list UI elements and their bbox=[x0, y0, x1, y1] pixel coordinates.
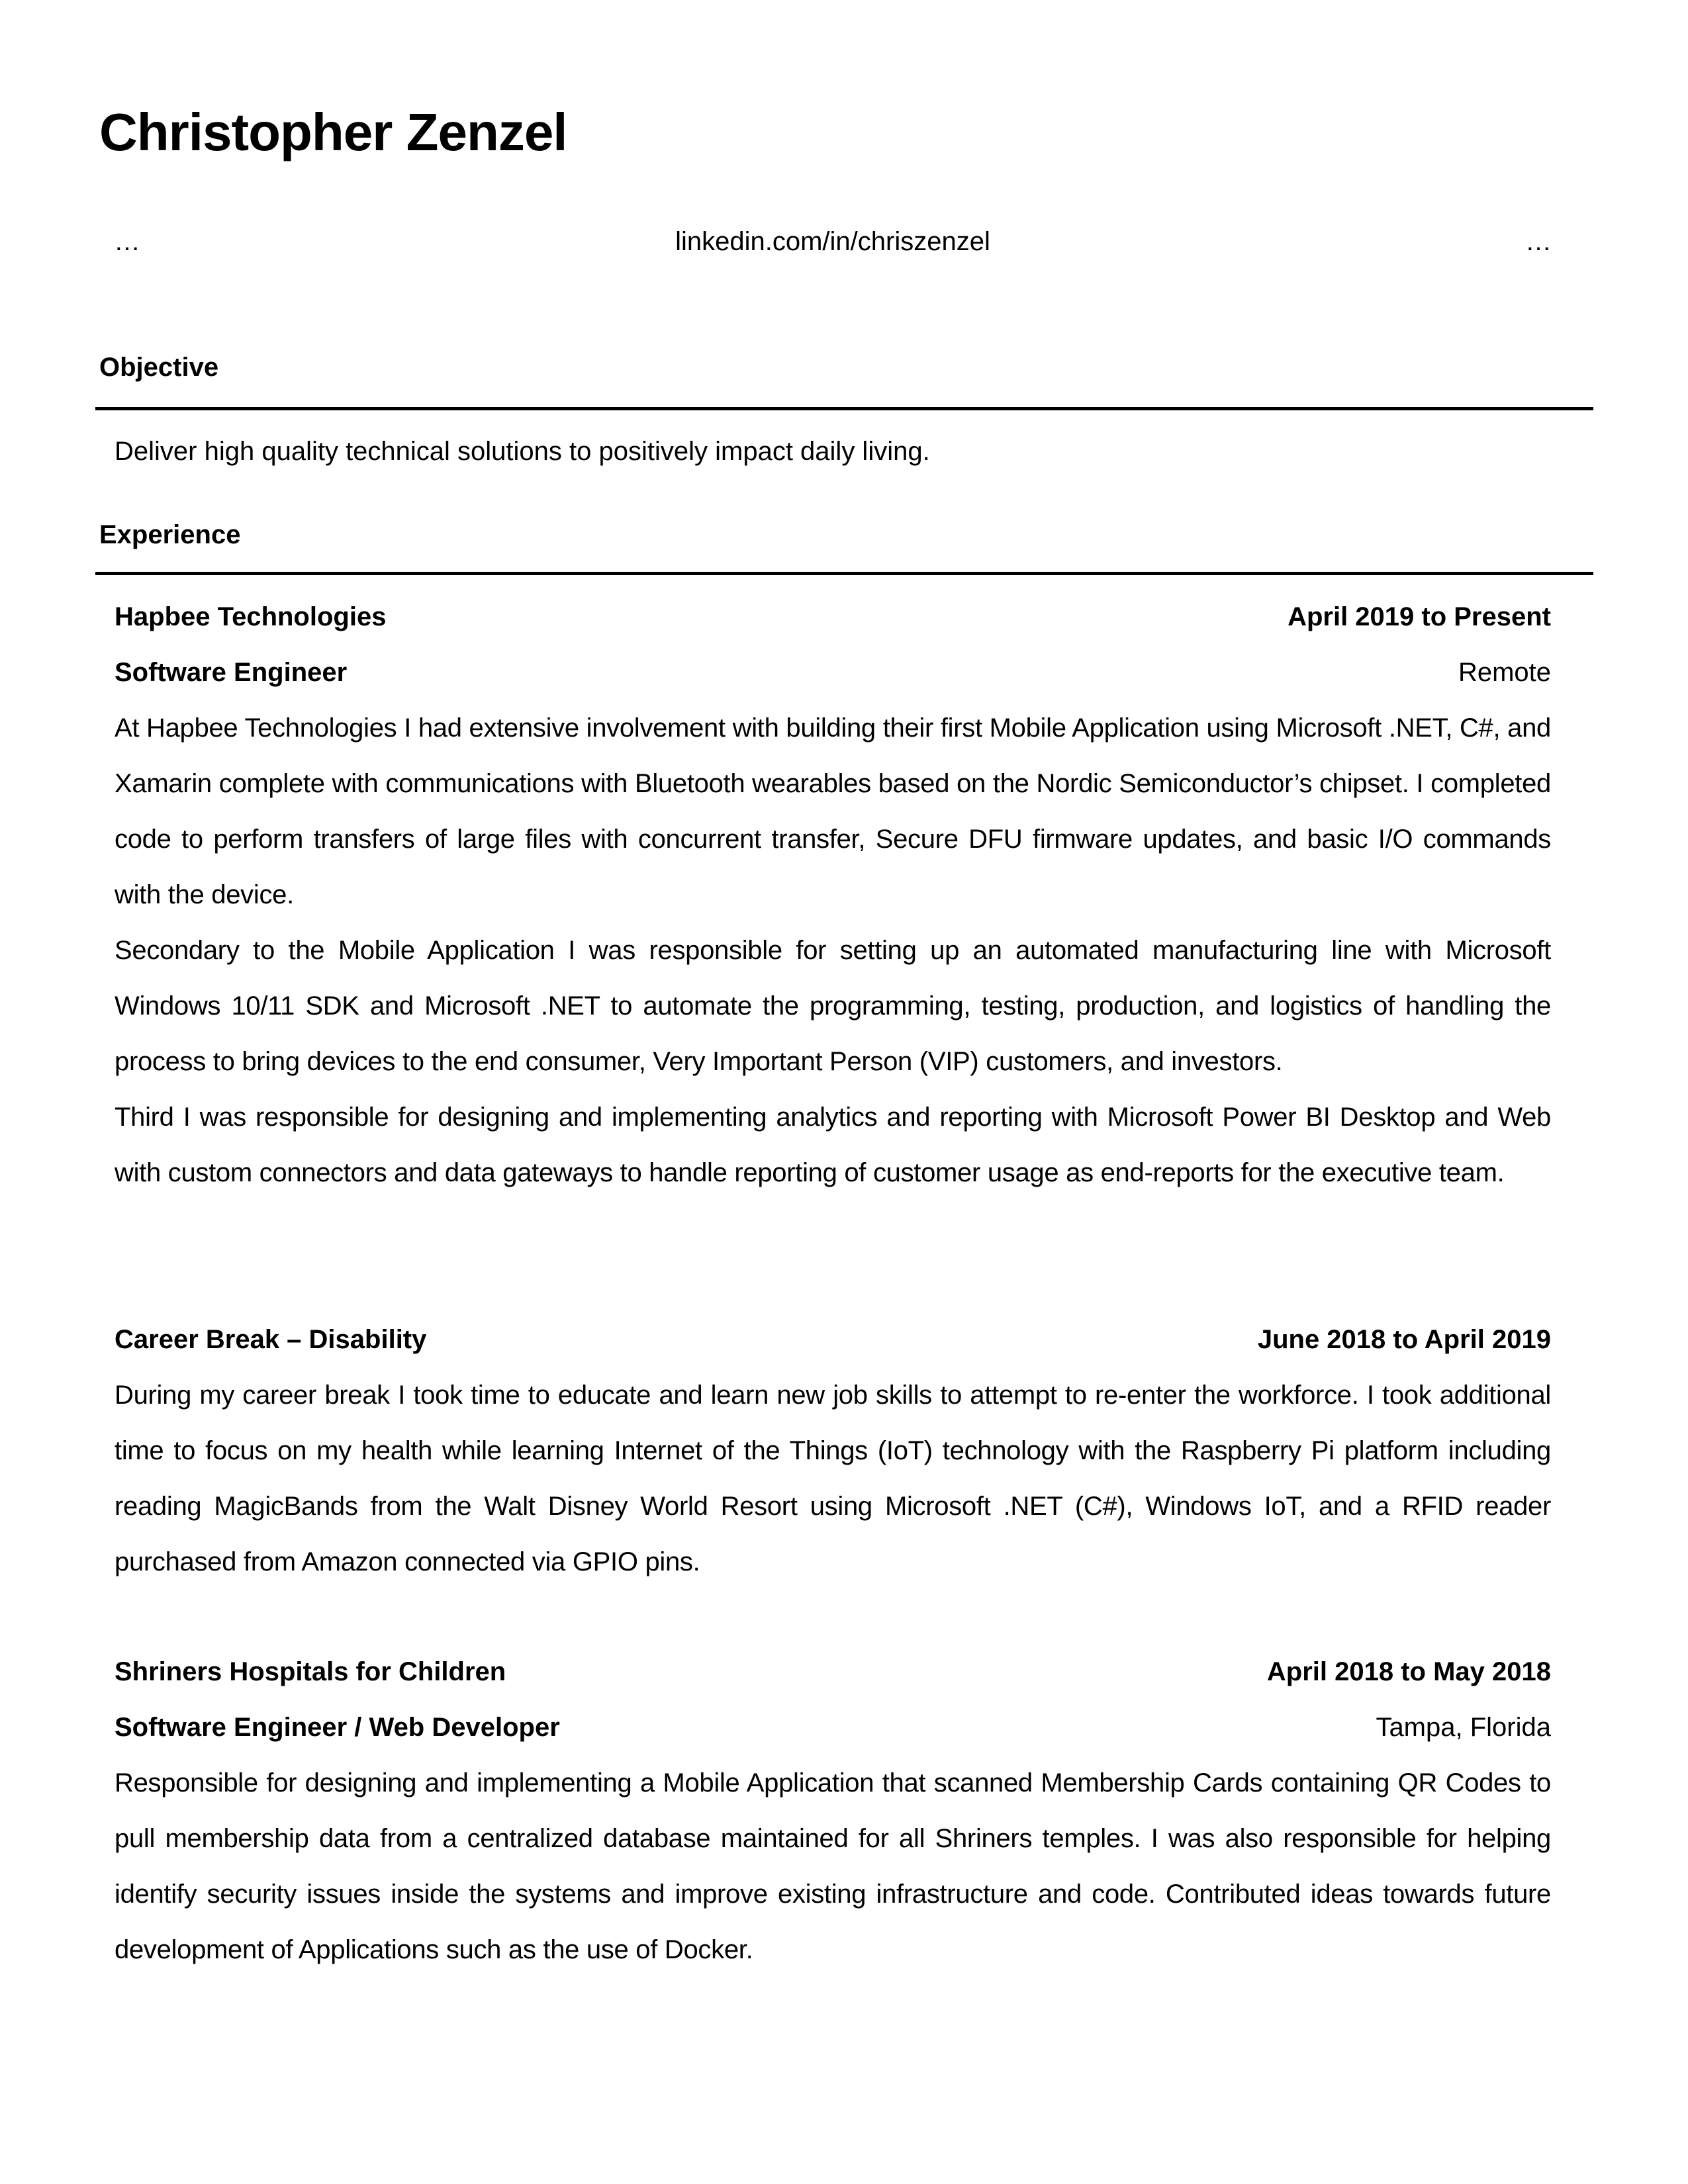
job-role-row bbox=[115, 1700, 1551, 1755]
job-description: Responsible for designing and implementing a Mobile Application that scanned Membership Cards containing QR Codes to pull membership data from a centralized database maintained for all Shriners temples. I was also responsible for helping identify security issues inside the systems and improve existing infrastructure and code. Contributed ideas towards future development of Applications such as the use of Docker. bbox=[115, 1768, 1551, 1964]
job-title: Software Engineer / Web Developer bbox=[115, 1713, 560, 1742]
job-description: At Hapbee Technologies I had extensive involvement with building their first Mobile Application using Microsoft .NET, C#, and Xamarin complete with communications with Bluetooth wearables based on the Nordic Semiconductor’s chipset. I completed code to perform transfers of large files with concurrent transfer, Secure DFU firmware updates, and basic I/O commands with the device. bbox=[115, 713, 1551, 909]
job-description: Secondary to the Mobile Application I was responsible for setting up an automated manufacturing line with Microsoft Windows 10/11 SDK and Microsoft .NET to automate the programming, testing, production, and logistics of handling the process to bring devices to the end consumer, Very Important Person (VIP) customers, and investors. bbox=[115, 936, 1551, 1076]
job-header-row bbox=[115, 1312, 1551, 1367]
job-title: Software Engineer bbox=[115, 658, 348, 687]
linkedin-link[interactable]: linkedin.com/in/chriszenzel bbox=[675, 227, 990, 256]
contact-right: … bbox=[1525, 227, 1552, 256]
job-header-row bbox=[115, 1644, 1551, 1700]
job-role-row bbox=[115, 645, 1551, 700]
job-location: Remote bbox=[1458, 658, 1551, 687]
job-dates: June 2018 to April 2019 bbox=[1257, 1325, 1551, 1354]
objective-divider bbox=[95, 407, 1593, 410]
job-description: During my career break I took time to educate and learn new job skills to attempt to re-enter the workforce. I took additional time to focus on my health while learning Internet of the Things (IoT) technology with the Raspberry Pi platform including reading MagicBands from the Walt Disney World Resort using Microsoft .NET (C#), Windows IoT, and a RFID reader purchased from Amazon connected via GPIO pins. bbox=[115, 1381, 1551, 1576]
job-description: Third I was responsible for designing and implementing analytics and reporting with Microsoft Power BI Desktop and Web with custom connectors and data gateways to handle reporting of customer usage as end-reports for the executive team. bbox=[115, 1103, 1551, 1187]
experience-divider bbox=[95, 572, 1593, 575]
candidate-name: Christopher Zenzel bbox=[99, 103, 567, 161]
experience-heading: Experience bbox=[99, 520, 241, 549]
job-entry-shriners bbox=[115, 1644, 1551, 1978]
objective-heading: Objective bbox=[99, 353, 219, 382]
contact-left: … bbox=[114, 227, 140, 256]
company-name: Hapbee Technologies bbox=[115, 602, 387, 631]
objective-text: Deliver high quality technical solutions to positively impact daily living. bbox=[115, 437, 930, 466]
job-entry-career-break bbox=[115, 1312, 1551, 1590]
company-name: Career Break – Disability bbox=[115, 1325, 427, 1354]
job-header-row bbox=[115, 589, 1551, 645]
job-dates: April 2018 to May 2018 bbox=[1266, 1657, 1551, 1686]
company-name: Shriners Hospitals for Children bbox=[115, 1657, 506, 1686]
job-location: Tampa, Florida bbox=[1376, 1713, 1551, 1742]
job-dates: April 2019 to Present bbox=[1288, 602, 1551, 631]
job-entry-hapbee bbox=[115, 589, 1551, 1201]
contact-row bbox=[114, 222, 1552, 261]
